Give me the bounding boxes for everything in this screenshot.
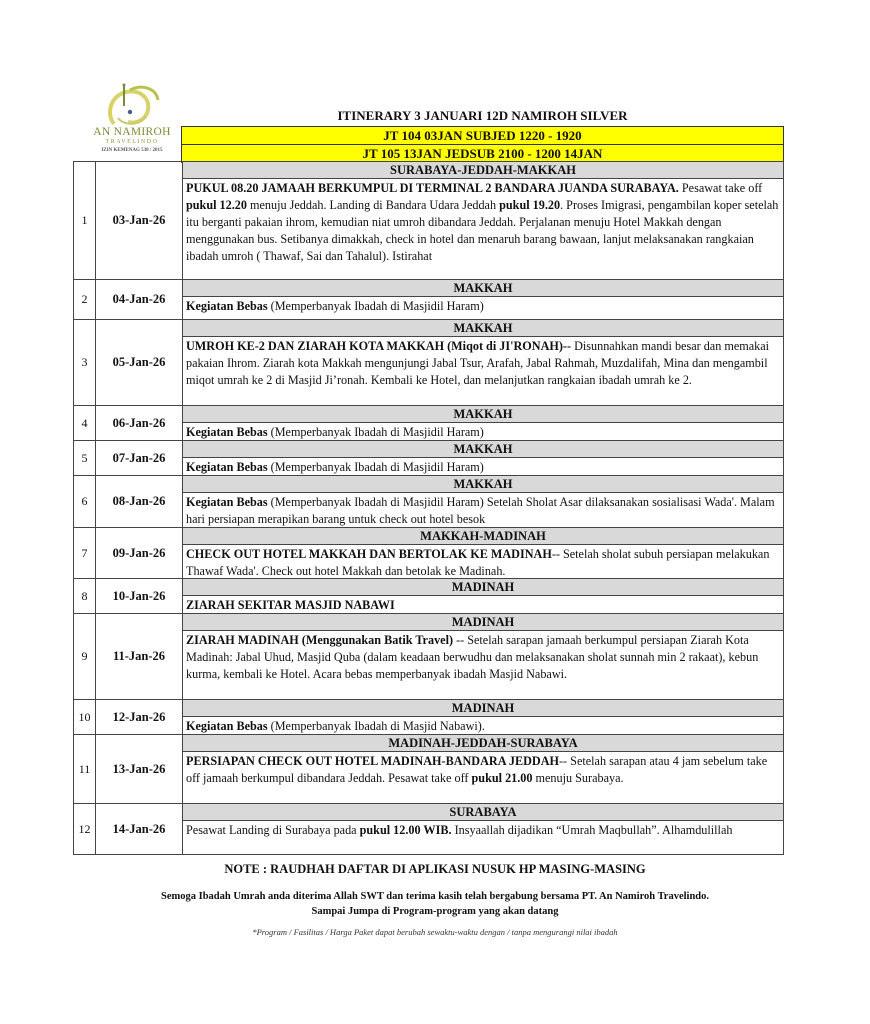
- day-location-header: MAKKAH: [183, 476, 783, 493]
- day-activity-description: [183, 821, 783, 854]
- day-location-header: SURABAYA-JEDDAH-MAKKAH: [183, 162, 783, 179]
- logo-emblem-icon: [84, 82, 180, 128]
- activity-text: menuju Surabaya.: [532, 771, 624, 785]
- activity-text: Disunnahkan mandi besar dan memakai pakaian Ihrom. Ziarah kota Makkah mengunjungi Jabal Tsur, Arafah, Jabal Rahmah, Muzdalifah, Mina dan mengambil miqot umrah ke 2 di Masjid Ji’ronah. Kembali ke Hotel, dan melanjutkan rangkaian ibadah umrah ke 2.: [186, 339, 770, 387]
- flight-return: JT 105 13JAN JEDSUB 2100 - 1200 14JAN: [181, 144, 784, 163]
- activity-text: Pesawat take off: [678, 181, 763, 195]
- day-number: 8: [74, 579, 96, 613]
- itinerary-day-row: [73, 735, 784, 804]
- company-logo: [84, 82, 180, 160]
- day-date: 03-Jan-26: [96, 162, 183, 279]
- day-activity-description: [183, 717, 783, 735]
- day-details: [183, 280, 783, 319]
- day-location-header: MAKKAH: [183, 280, 783, 297]
- closing-line-1: Semoga Ibadah Umrah anda diterima Allah SWT dan terima kasih telah bergabung bersama PT. An Namiroh Travelindo.: [160, 891, 709, 902]
- activity-highlight: Kegiatan Bebas: [186, 299, 268, 313]
- day-date: 05-Jan-26: [96, 320, 183, 405]
- day-number: 6: [74, 476, 96, 527]
- activity-highlight: PUKUL 08.20 JAMAAH BERKUMPUL DI TERMINAL 2 BANDARA JUANDA SURABAYA.: [186, 181, 679, 195]
- activity-highlight: Kegiatan Bebas: [186, 425, 268, 439]
- day-date: 08-Jan-26: [96, 476, 183, 527]
- itinerary-day-row: [73, 280, 784, 320]
- itinerary-day-row: [73, 528, 784, 579]
- day-activity-description: [183, 545, 783, 580]
- itinerary-day-row: [73, 579, 784, 614]
- day-date: 06-Jan-26: [96, 406, 183, 440]
- itinerary-day-row: [73, 476, 784, 528]
- day-activity-description: [183, 458, 783, 476]
- day-location-header: MADINAH-JEDDAH-SURABAYA: [183, 735, 783, 752]
- day-number: 10: [74, 700, 96, 734]
- day-number: 1: [74, 162, 96, 279]
- activity-text: -- Setelah sarapan jamaah berkumpul persiapan Ziarah Kota Madinah: Jabal Uhud, Masjid Quba (dalam keadaan berwudhu dan melaksanakan sholat sunnah min 2 rakaat), kebun kurma, kembali ke Hotel. Acara bebas memperbanyak ibadah Masjid Nabawi.: [186, 633, 759, 681]
- day-number: 3: [74, 320, 96, 405]
- itinerary-day-row: [73, 804, 784, 855]
- day-number: 12: [74, 804, 96, 854]
- day-activity-description: [183, 493, 783, 528]
- day-details: [183, 162, 783, 279]
- activity-highlight: CHECK OUT HOTEL MAKKAH DAN BERTOLAK KE MADINAH: [186, 547, 552, 561]
- day-activity-description: [183, 179, 783, 279]
- day-location-header: MADINAH: [183, 614, 783, 631]
- activity-text: (Memperbanyak Ibadah di Masjidil Haram): [267, 460, 484, 474]
- activity-highlight: ZIARAH SEKITAR MASJID NABAWI: [186, 598, 395, 612]
- day-activity-description: [183, 423, 783, 441]
- day-number: 9: [74, 614, 96, 699]
- day-location-header: SURABAYA: [183, 804, 783, 821]
- day-location-header: MAKKAH-MADINAH: [183, 528, 783, 545]
- day-date: 14-Jan-26: [96, 804, 183, 854]
- day-date: 09-Jan-26: [96, 528, 183, 578]
- day-location-header: MADINAH: [183, 579, 783, 596]
- day-details: [183, 441, 783, 475]
- activity-highlight: PERSIAPAN CHECK OUT HOTEL MADINAH-BANDARA JEDDAH: [186, 754, 559, 768]
- day-date: 10-Jan-26: [96, 579, 183, 613]
- day-details: [183, 476, 783, 527]
- raudhah-note: NOTE : RAUDHAH DAFTAR DI APLIKASI NUSUK HP MASING-MASING: [224, 862, 646, 876]
- activity-text: . Proses Imigrasi, pengambilan koper setelah itu berganti pakaian ihrom, kemudian niat umroh dibandara Jeddah. Perjalanan menuju Hotel Makkah dengan menggunakan bus. Setibanya dimakkah, check in hotel dan menaruh barang bawaan, lanjut melaksanakan rangkaian ibadah umroh ( Thawaf, Sai dan Tahalul). Istirahat: [186, 198, 779, 263]
- day-date: 12-Jan-26: [96, 700, 183, 734]
- day-number: 7: [74, 528, 96, 578]
- closing-message: [80, 889, 790, 919]
- itinerary-day-row: [73, 161, 784, 280]
- activity-text: Pesawat Landing di Surabaya pada: [186, 823, 360, 837]
- day-details: [183, 579, 783, 613]
- day-location-header: MAKKAH: [183, 320, 783, 337]
- day-activity-description: [183, 337, 783, 405]
- activity-text: Insyaallah dijadikan “Umrah Maqbullah”. Alhamdulillah: [451, 823, 733, 837]
- day-date: 04-Jan-26: [96, 280, 183, 319]
- closing-line-2: Sampai Jumpa di Program-program yang akan datang: [311, 906, 559, 917]
- day-activity-description: [183, 297, 783, 319]
- day-details: [183, 528, 783, 578]
- day-details: [183, 614, 783, 699]
- day-activity-description: [183, 631, 783, 699]
- day-details: [183, 406, 783, 440]
- activity-highlight: Kegiatan Bebas: [186, 460, 268, 474]
- day-details: [183, 804, 783, 854]
- itinerary-title: ITINERARY 3 JANUARI 12D NAMIROH SILVER: [337, 108, 628, 123]
- itinerary-day-row: [73, 700, 784, 735]
- logo-name: AN NAMIROH: [93, 126, 171, 138]
- activity-highlight: pukul 21.00: [471, 771, 533, 785]
- activity-text: -- Setelah sholat subuh persiapan melakukan Thawaf Wada'. Check out hotel Makkah dan betolak ke Madinah.: [186, 547, 770, 578]
- activity-highlight: ZIARAH MADINAH (Menggunakan Batik Travel): [186, 633, 454, 647]
- logo-subtitle: TRAVELINDO: [105, 139, 159, 145]
- day-number: 11: [74, 735, 96, 803]
- day-details: [183, 735, 783, 803]
- day-date: 07-Jan-26: [96, 441, 183, 475]
- activity-text: -- Setelah sarapan atau 4 jam sebelum take off jamaah berkumpul dibandara Jeddah. Pesawat take off: [186, 754, 768, 785]
- activity-text: (Memperbanyak Ibadah di Masjidil Haram) Setelah Sholat Asar dilaksanakan sosialisasi Wada'. Malam hari persiapan merapikan barang untuk check out hotel besok: [186, 495, 775, 526]
- activity-highlight: pukul 12.00 WIB.: [359, 823, 452, 837]
- day-details: [183, 700, 783, 734]
- activity-highlight: UMROH KE-2 DAN ZIARAH KOTA MAKKAH (Miqot di JI'RONAH)--: [186, 339, 572, 353]
- activity-highlight: pukul 12.20: [186, 198, 247, 212]
- activity-highlight: pukul 19.20: [499, 198, 561, 212]
- day-date: 13-Jan-26: [96, 735, 183, 803]
- activity-text: (Memperbanyak Ibadah di Masjidil Haram): [267, 425, 484, 439]
- itinerary-day-row: [73, 320, 784, 406]
- activity-text: (Memperbanyak Ibadah di Masjid Nabawi).: [267, 719, 485, 733]
- day-activity-description: [183, 596, 783, 614]
- itinerary-day-row: [73, 441, 784, 476]
- flight-departure: JT 104 03JAN SUBJED 1220 - 1920: [181, 126, 784, 145]
- activity-highlight: Kegiatan Bebas: [186, 495, 268, 509]
- activity-text: menuju Jeddah. Landing di Bandara Udara Jeddah: [246, 198, 500, 212]
- day-number: 2: [74, 280, 96, 319]
- day-date: 11-Jan-26: [96, 614, 183, 699]
- logo-license: IZIN KEMENAG 530 / 2015: [101, 148, 163, 153]
- day-details: [183, 320, 783, 405]
- disclaimer: *Program / Fasilitas / Harga Paket dapat berubah sewaktu-waktu dengan / tanpa mengurangi nilai ibadah: [252, 927, 618, 937]
- itinerary-table: [73, 161, 784, 855]
- day-location-header: MADINAH: [183, 700, 783, 717]
- itinerary-day-row: [73, 406, 784, 441]
- activity-text: (Memperbanyak Ibadah di Masjidil Haram): [267, 299, 484, 313]
- day-location-header: MAKKAH: [183, 441, 783, 458]
- day-activity-description: [183, 752, 783, 803]
- activity-highlight: Kegiatan Bebas: [186, 719, 268, 733]
- itinerary-day-row: [73, 614, 784, 700]
- day-number: 5: [74, 441, 96, 475]
- day-location-header: MAKKAH: [183, 406, 783, 423]
- day-number: 4: [74, 406, 96, 440]
